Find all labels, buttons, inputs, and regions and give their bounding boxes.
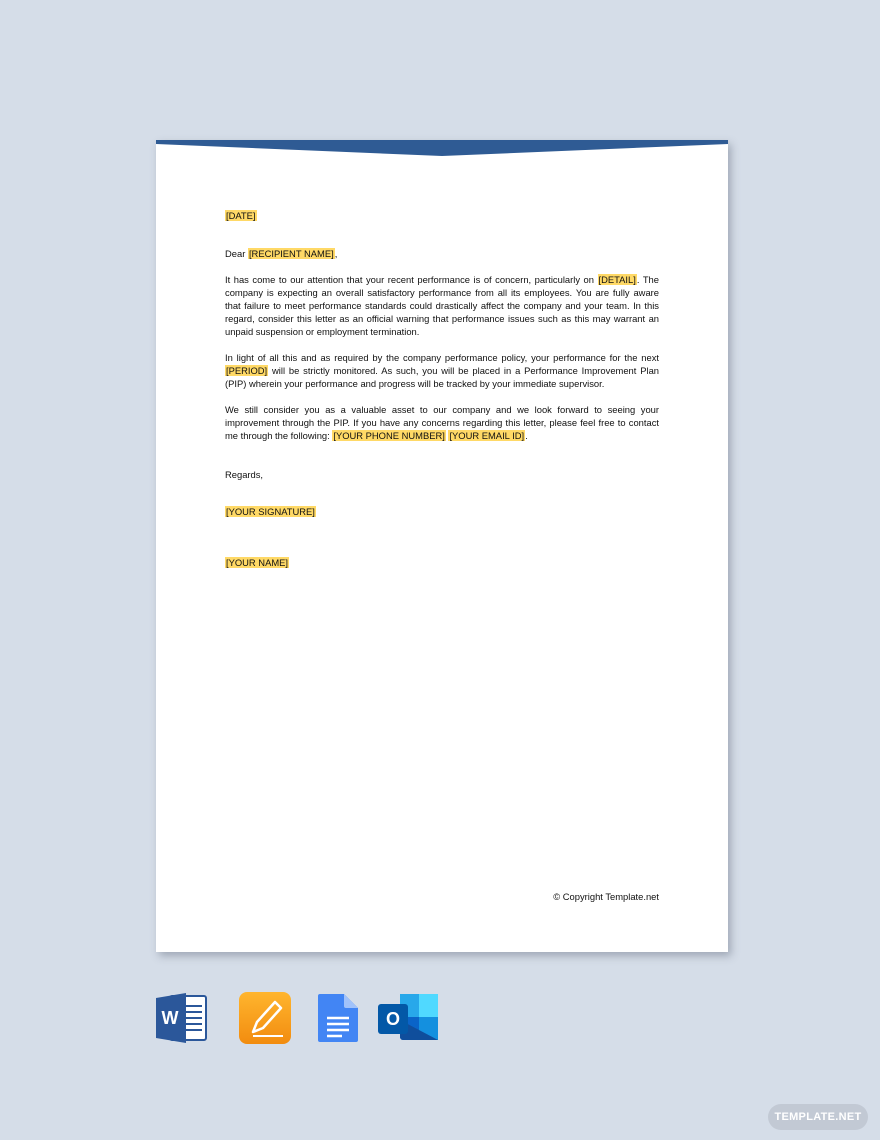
- google-docs-icon[interactable]: [316, 992, 368, 1044]
- salutation: Dear [RECIPIENT NAME],: [225, 248, 338, 259]
- outlook-icon[interactable]: [378, 992, 440, 1044]
- signature-line: [225, 505, 659, 518]
- word-icon[interactable]: [156, 992, 208, 1044]
- date-placeholder: [DATE]: [226, 210, 256, 221]
- paragraph-2: In light of all this and as required by the company performance policy, your performance for the next [PERIOD] will be strictly monitored. As such, you will be placed in a Performance Improvement Plan (PIP) wherein your performance and progress will be tracked by your immediate supervisor.: [225, 352, 659, 389]
- signature-placeholder: [YOUR SIGNATURE]: [226, 506, 315, 517]
- date-line: [225, 209, 659, 222]
- name-placeholder: [YOUR NAME]: [226, 557, 288, 568]
- paragraph-3: We still consider you as a valuable asset to our company and we look forward to seeing your improvement through the PIP. If you have any concerns regarding this letter, please feel free to contact me through the following: [YOUR PHONE NUMBER] [YOUR EMAIL ID].: [225, 404, 659, 441]
- email-placeholder: [YOUR EMAIL ID]: [449, 430, 525, 441]
- name-line: [225, 556, 659, 569]
- closing: Regards,: [225, 469, 264, 480]
- period-placeholder: [PERIOD]: [226, 365, 268, 376]
- pages-icon[interactable]: [239, 992, 291, 1044]
- phone-placeholder: [YOUR PHONE NUMBER]: [333, 430, 445, 441]
- copyright-text: © Copyright Template.net: [553, 891, 659, 902]
- detail-placeholder: [DETAIL]: [598, 274, 636, 285]
- template-net-badge[interactable]: TEMPLATE.NET: [768, 1104, 868, 1130]
- svg-text:O: O: [385, 1009, 401, 1029]
- recipient-placeholder: [RECIPIENT NAME]: [248, 248, 334, 259]
- page-header-bar: [156, 140, 728, 158]
- letter-body: [225, 209, 659, 569]
- letter-page: [156, 140, 728, 952]
- svg-text:W: W: [161, 1008, 179, 1028]
- paragraph-1: It has come to our attention that your recent performance is of concern, particularly on [DETAIL]. The company is expecting an overall satisfactory performance from all its employees. You are fully aware that failure to meet performance standards could drastically affect the company and your team. In this regard, consider this letter as an official warning that performance issues such as this may warrant an unpaid suspension or employment termination.: [225, 274, 659, 337]
